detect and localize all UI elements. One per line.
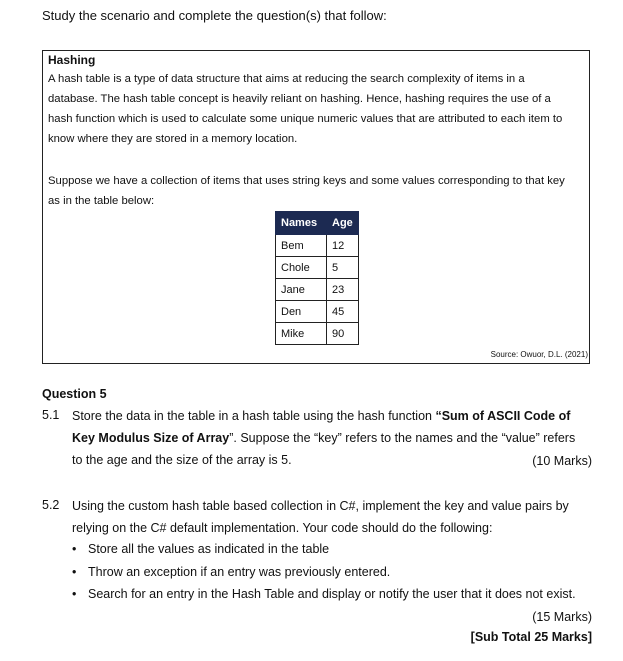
table-row bbox=[276, 257, 359, 279]
text-line: hash function which is used to calculate some unique numeric values that are attributed to each item to bbox=[48, 113, 563, 125]
text-line: to the age and the size of the array is 5. bbox=[72, 453, 292, 467]
text-line bbox=[72, 405, 592, 427]
name-cell: Bem bbox=[276, 235, 327, 257]
text-segment: Store the data in the table in a hash table using the hash function bbox=[72, 409, 436, 423]
bullet-icon: • bbox=[72, 542, 77, 556]
requirements-list bbox=[72, 538, 576, 606]
list-item bbox=[72, 561, 576, 584]
subtotal-marks: [Sub Total 25 Marks] bbox=[470, 630, 592, 644]
name-cell: Jane bbox=[276, 279, 327, 301]
scenario-title: Hashing bbox=[48, 53, 96, 67]
text-line: know where they are stored in a memory location. bbox=[48, 133, 298, 145]
list-item bbox=[72, 583, 576, 606]
list-item-text: Search for an entry in the Hash Table and display or notify the user that it does not exist. bbox=[88, 587, 576, 601]
table-row bbox=[276, 323, 359, 345]
list-item bbox=[72, 538, 576, 561]
list-item-text: Store all the values as indicated in the table bbox=[88, 542, 330, 556]
name-cell: Chole bbox=[276, 257, 327, 279]
table-row bbox=[276, 279, 359, 301]
instructions: Study the scenario and complete the question(s) that follow: bbox=[42, 8, 387, 23]
table-row bbox=[276, 301, 359, 323]
question-5-2-text bbox=[72, 495, 592, 539]
text-line: A hash table is a type of data structure that aims at reducing the search complexity of items in a bbox=[48, 73, 525, 85]
name-cell: Den bbox=[276, 301, 327, 323]
question-5-1-text bbox=[72, 405, 592, 471]
question-title: Question 5 bbox=[42, 387, 107, 401]
text-line bbox=[72, 427, 592, 449]
age-cell: 23 bbox=[327, 279, 359, 301]
scenario-paragraph-2 bbox=[48, 171, 588, 211]
column-header-names: Names bbox=[276, 212, 327, 235]
names-age-table bbox=[275, 211, 359, 345]
text-line: database. The hash table concept is heavily reliant on hashing. Hence, hashing requires the use of a bbox=[48, 93, 551, 105]
text-line: Suppose we have a collection of items that uses string keys and some values corresponding to that key bbox=[48, 175, 565, 187]
age-cell: 12 bbox=[327, 235, 359, 257]
text-segment: ”. Suppose the “key” refers to the names and the “value” refers bbox=[229, 431, 576, 445]
column-header-age: Age bbox=[327, 212, 359, 235]
bullet-icon: • bbox=[72, 564, 77, 579]
question-number-5-1: 5.1 bbox=[42, 408, 60, 422]
marks-5-2: (15 Marks) bbox=[532, 610, 592, 624]
table-header-row bbox=[276, 212, 359, 235]
age-cell: 5 bbox=[327, 257, 359, 279]
marks-5-1: (10 Marks) bbox=[532, 454, 592, 468]
name-cell: Mike bbox=[276, 323, 327, 345]
text-line: Using the custom hash table based collection in C#, implement the key and value pairs by bbox=[72, 499, 569, 513]
hash-function-name: “Sum of ASCII Code of bbox=[435, 409, 571, 423]
hash-function-name: Key Modulus Size of Array bbox=[72, 431, 230, 445]
bullet-icon: • bbox=[72, 587, 77, 601]
source-citation: Source: Owuor, D.L. (2021) bbox=[490, 350, 588, 359]
question-number-5-2: 5.2 bbox=[42, 498, 60, 512]
text-line: relying on the C# default implementation. Your code should do the following: bbox=[72, 521, 493, 535]
list-item-text: Throw an exception if an entry was previously entered. bbox=[88, 564, 391, 579]
table-row bbox=[276, 235, 359, 257]
age-cell: 45 bbox=[327, 301, 359, 323]
scenario-paragraph-1 bbox=[48, 69, 588, 149]
text-line: as in the table below: bbox=[48, 195, 155, 207]
age-cell: 90 bbox=[327, 323, 359, 345]
